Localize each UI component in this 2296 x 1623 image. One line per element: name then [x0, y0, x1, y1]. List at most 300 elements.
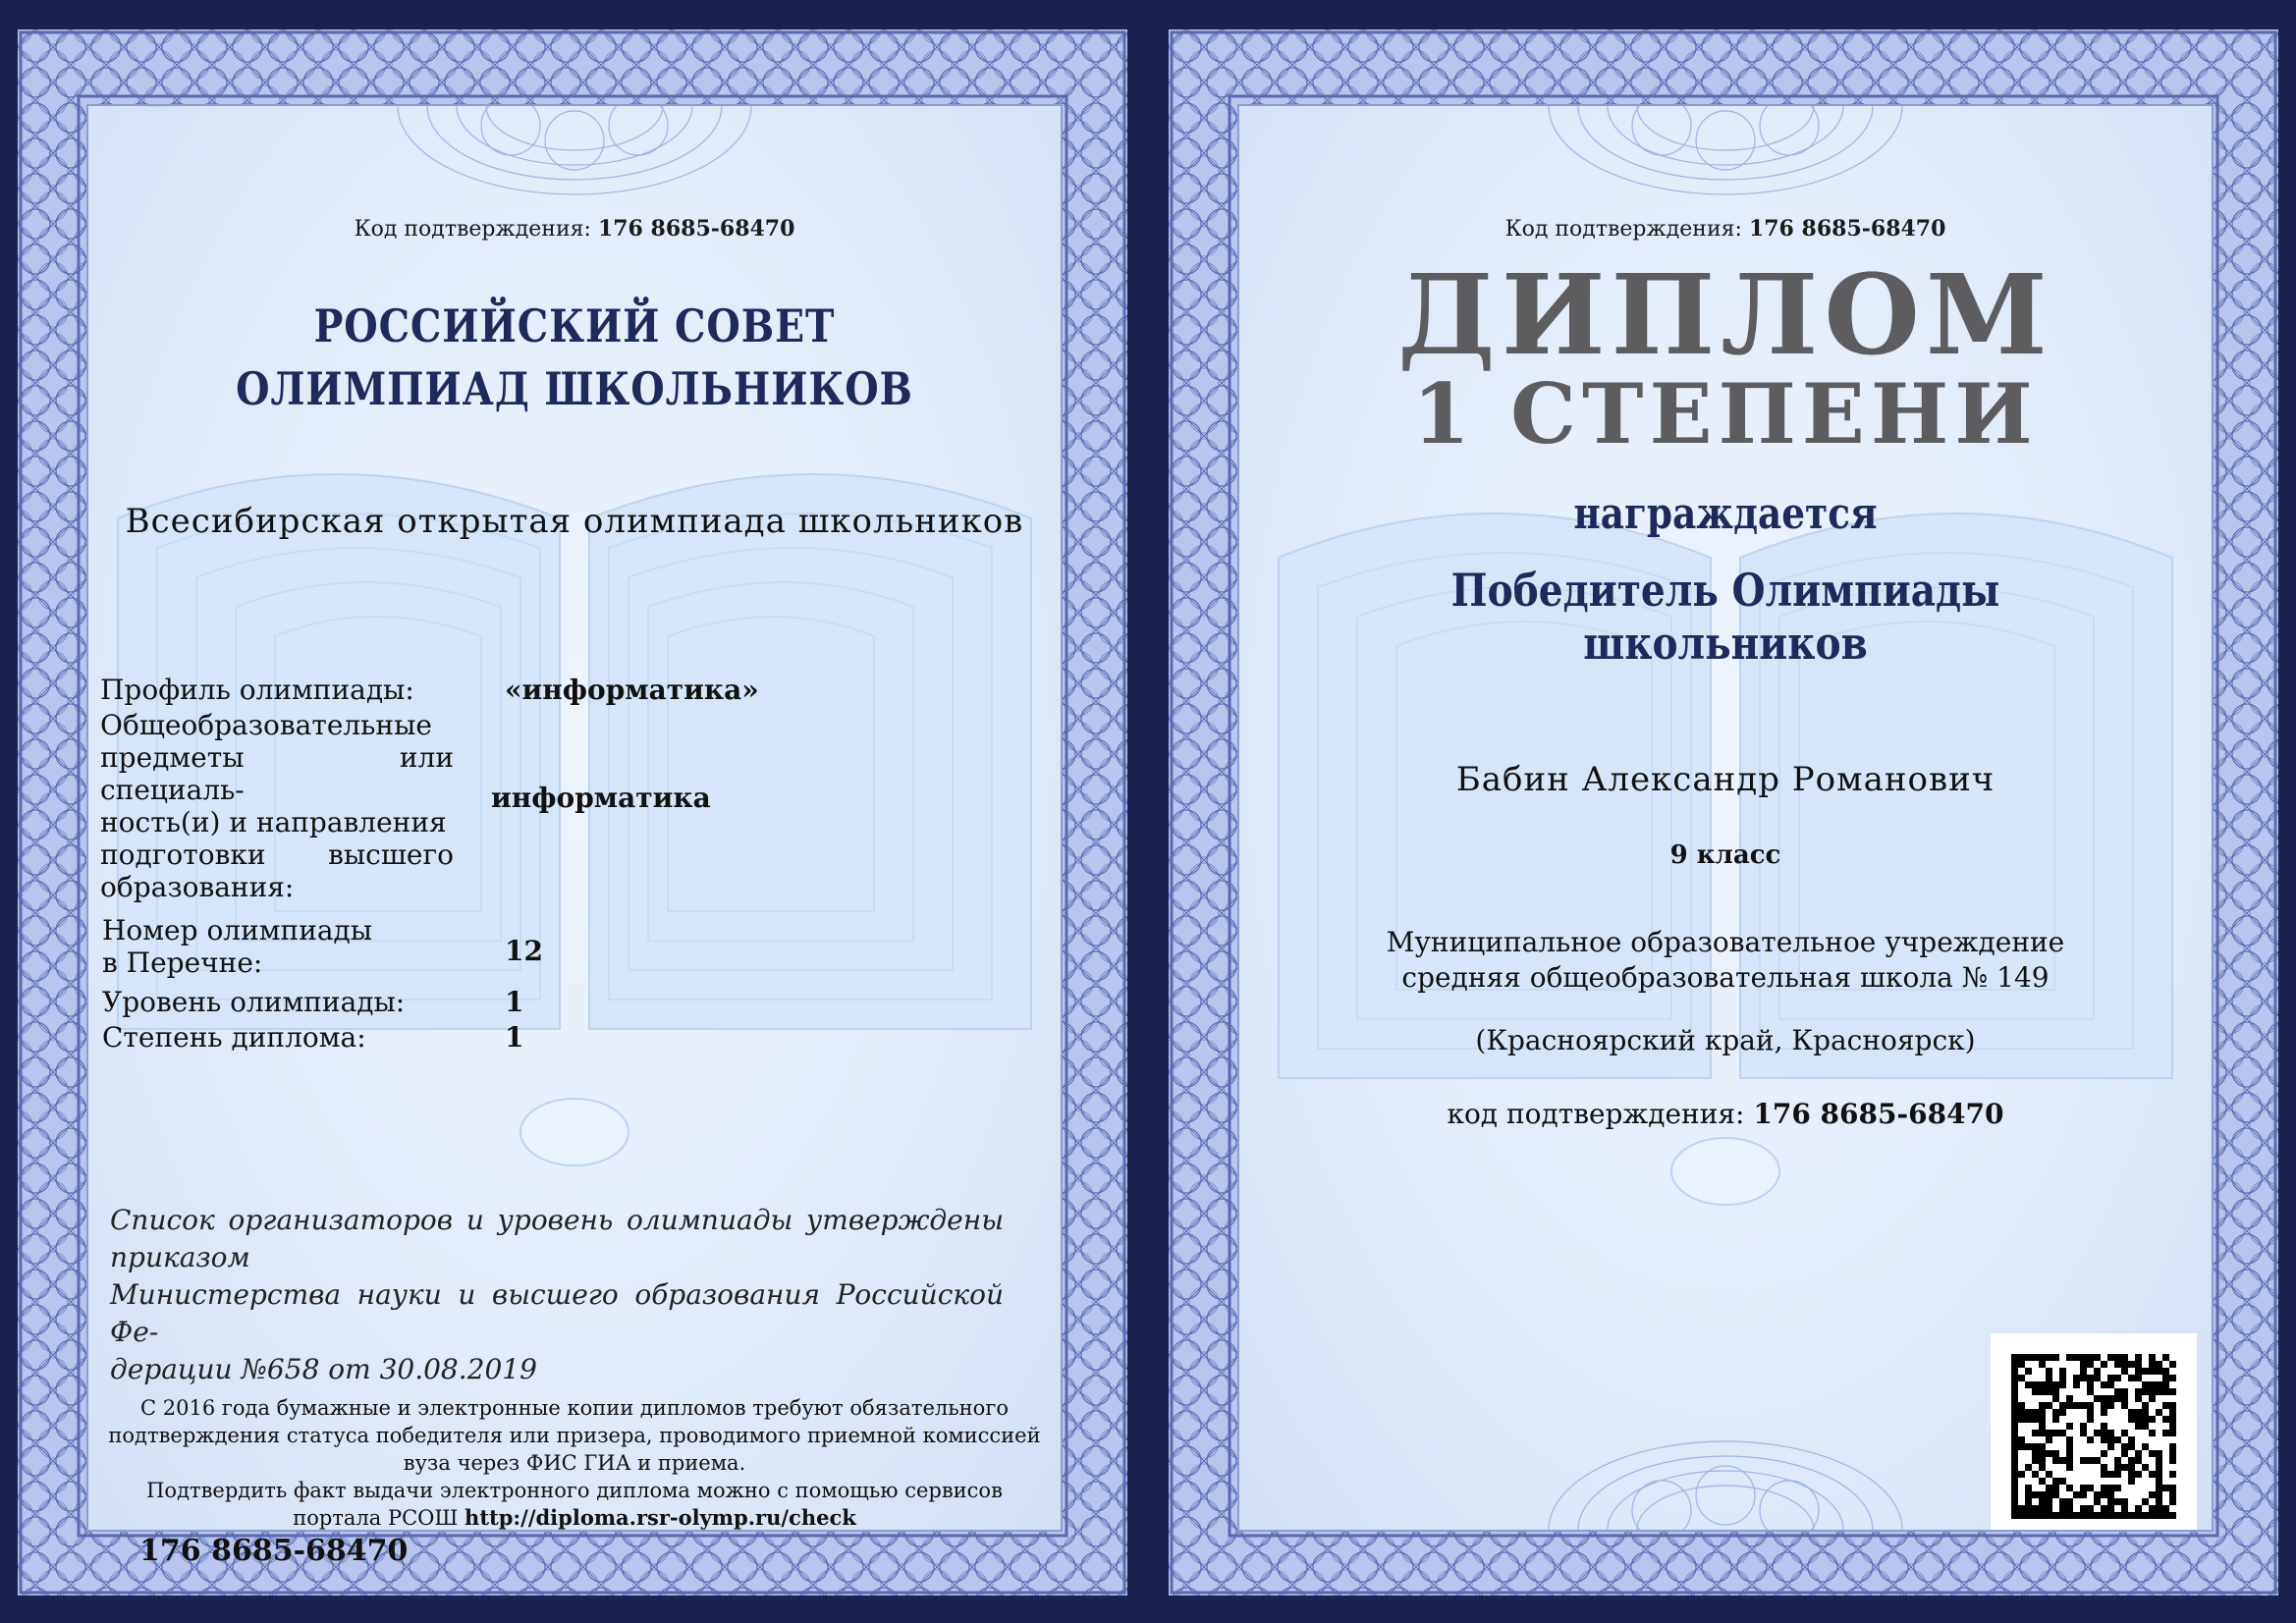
qr-module: [2135, 1457, 2142, 1464]
qr-module: [2149, 1381, 2156, 1388]
qr-module: [2169, 1450, 2176, 1457]
qr-module: [2162, 1416, 2169, 1423]
school-line: средняя общеобразовательная школа № 149: [1401, 961, 2050, 994]
qr-module: [2025, 1491, 2032, 1498]
qr-module: [2121, 1354, 2128, 1361]
qr-module: [2059, 1409, 2066, 1416]
qr-module: [2135, 1409, 2142, 1416]
qr-module: [2162, 1402, 2169, 1409]
qr-module: [2101, 1395, 2107, 1402]
profile-value: «информатика»: [505, 674, 759, 706]
qr-module: [2066, 1485, 2073, 1491]
council-title-line1: РОССИЙСКИЙ СОВЕТ: [313, 299, 836, 352]
qr-module: [2121, 1361, 2128, 1368]
qr-module: [2073, 1354, 2080, 1361]
qr-module: [2059, 1381, 2066, 1388]
qr-module: [2107, 1491, 2114, 1498]
qr-module: [2156, 1464, 2162, 1471]
qr-module: [2169, 1457, 2176, 1464]
qr-module: [2156, 1381, 2162, 1388]
qr-module: [2018, 1443, 2025, 1450]
qr-module: [2114, 1457, 2121, 1464]
qr-module: [2025, 1512, 2032, 1519]
qr-module: [2066, 1423, 2073, 1430]
qr-module: [2080, 1457, 2087, 1464]
qr-module: [2032, 1471, 2039, 1478]
council-title: [156, 295, 992, 420]
qr-module: [2039, 1354, 2046, 1361]
qr-module: [2156, 1368, 2162, 1375]
qr-module: [2052, 1491, 2059, 1498]
qr-module: [2066, 1443, 2073, 1450]
qr-module: [2011, 1505, 2018, 1512]
qr-module: [2149, 1505, 2156, 1512]
qr-module: [2114, 1361, 2121, 1368]
qr-module: [2039, 1498, 2046, 1505]
qr-module: [2128, 1409, 2135, 1416]
qr-module: [2094, 1430, 2101, 1436]
qr-module: [2046, 1368, 2052, 1375]
qr-module: [2087, 1388, 2094, 1395]
qr-module: [2087, 1416, 2094, 1423]
confirmation-code-value: 176 8685-68470: [597, 216, 795, 242]
qr-module: [2162, 1485, 2169, 1491]
qr-module: [2052, 1388, 2059, 1395]
winner-title: Победитель Олимпиады школьников: [1450, 564, 2000, 670]
qr-module: [2018, 1402, 2025, 1409]
qr-module: [2046, 1402, 2052, 1409]
info-note-line: С 2016 года бумажные и электронные копии дипломов требуют обязательного: [140, 1396, 1009, 1420]
qr-module: [2162, 1388, 2169, 1395]
qr-module: [2039, 1430, 2046, 1436]
qr-module: [2107, 1485, 2114, 1491]
qr-module: [2039, 1402, 2046, 1409]
qr-module: [2080, 1361, 2087, 1368]
qr-module: [2156, 1409, 2162, 1416]
qr-module: [2052, 1395, 2059, 1402]
school-name: [1239, 925, 2212, 996]
qr-module: [2142, 1423, 2149, 1430]
qr-module: [2101, 1423, 2107, 1430]
qr-module: [2169, 1402, 2176, 1409]
qr-module: [2066, 1498, 2073, 1505]
degree-value: 1: [505, 1021, 524, 1054]
qr-module: [2032, 1416, 2039, 1423]
qr-module: [2032, 1409, 2039, 1416]
qr-module: [2080, 1512, 2087, 1519]
qr-module: [2046, 1430, 2052, 1436]
qr-module: [2169, 1423, 2176, 1430]
qr-module: [2011, 1368, 2018, 1375]
qr-module: [2080, 1368, 2087, 1375]
qr-module: [2156, 1485, 2162, 1491]
qr-module: [2128, 1361, 2135, 1368]
qr-module: [2080, 1375, 2087, 1381]
qr-module: [2018, 1354, 2025, 1361]
qr-module: [2087, 1505, 2094, 1512]
qr-module: [2169, 1498, 2176, 1505]
qr-module: [2039, 1505, 2046, 1512]
qr-module: [2059, 1368, 2066, 1375]
qr-module: [2142, 1498, 2149, 1505]
qr-module: [2114, 1498, 2121, 1505]
qr-module: [2169, 1409, 2176, 1416]
qr-module: [2156, 1450, 2162, 1457]
confirm-label: код подтверждения:: [1447, 1098, 1745, 1130]
qr-module: [2025, 1464, 2032, 1471]
qr-module: [2059, 1430, 2066, 1436]
qr-module: [2149, 1491, 2156, 1498]
qr-module: [2025, 1381, 2032, 1388]
number-label-line: в Перечне:: [102, 947, 263, 979]
qr-module: [2080, 1430, 2087, 1436]
qr-module: [2039, 1381, 2046, 1388]
qr-module: [2039, 1443, 2046, 1450]
qr-module: [2046, 1381, 2052, 1388]
qr-module: [2169, 1388, 2176, 1395]
grade: 9 класс: [1669, 840, 1781, 870]
info-note: [88, 1394, 1061, 1532]
order-note-line: дерации №658 от 30.08.2019: [110, 1353, 537, 1385]
qr-module: [2101, 1505, 2107, 1512]
order-note-line: Министерства науки и высшего образования Российской Фе-: [110, 1278, 1004, 1348]
qr-module: [2121, 1450, 2128, 1457]
qr-module: [2059, 1457, 2066, 1464]
qr-module: [2087, 1354, 2094, 1361]
qr-module: [2066, 1436, 2073, 1443]
qr-module: [2018, 1375, 2025, 1381]
qr-module: [2011, 1354, 2018, 1361]
qr-module: [2087, 1485, 2094, 1491]
qr-module: [2114, 1471, 2121, 1478]
paper-area: [86, 104, 1063, 1532]
qr-module: [2032, 1430, 2039, 1436]
qr-module: [2059, 1375, 2066, 1381]
qr-module: [2032, 1491, 2039, 1498]
qr-module: [2018, 1512, 2025, 1519]
number-label: [102, 914, 456, 979]
qr-module: [2032, 1450, 2039, 1457]
qr-module: [2142, 1512, 2149, 1519]
qr-module: [2032, 1443, 2039, 1450]
qr-module: [2135, 1512, 2142, 1519]
qr-module: [2135, 1416, 2142, 1423]
school-region: (Красноярский край, Красноярск): [1475, 1024, 1976, 1056]
qr-module: [2156, 1498, 2162, 1505]
qr-module: [2052, 1381, 2059, 1388]
subjects-label-line: Общеобразовательные: [100, 709, 432, 741]
qr-module: [2032, 1457, 2039, 1464]
qr-module: [2128, 1464, 2135, 1471]
school-line: Муниципальное образовательное учреждение: [1386, 926, 2065, 958]
qr-module: [2039, 1450, 2046, 1457]
qr-module: [2018, 1409, 2025, 1416]
qr-module: [2011, 1375, 2018, 1381]
qr-module: [2094, 1395, 2101, 1402]
qr-module: [2121, 1512, 2128, 1519]
qr-code-icon: [1991, 1333, 2197, 1532]
order-note-line: приказом: [110, 1241, 250, 1273]
qr-module: [2025, 1354, 2032, 1361]
qr-module: [2149, 1512, 2156, 1519]
qr-module: [2011, 1416, 2018, 1423]
qr-module: [2156, 1505, 2162, 1512]
qr-module: [2156, 1471, 2162, 1478]
qr-module: [2156, 1388, 2162, 1395]
qr-module: [2121, 1395, 2128, 1402]
qr-module: [2046, 1388, 2052, 1395]
qr-module: [2039, 1388, 2046, 1395]
qr-module: [2149, 1471, 2156, 1478]
qr-module: [2121, 1498, 2128, 1505]
rosette-ornament: [398, 106, 751, 194]
qr-module: [2135, 1388, 2142, 1395]
qr-module: [2011, 1491, 2018, 1498]
qr-module: [2142, 1368, 2149, 1375]
qr-module: [2080, 1402, 2087, 1409]
qr-module: [2169, 1471, 2176, 1478]
qr-module: [2066, 1505, 2073, 1512]
qr-module: [2011, 1450, 2018, 1457]
qr-module: [2087, 1512, 2094, 1519]
qr-module: [2080, 1485, 2087, 1491]
qr-module: [2032, 1505, 2039, 1512]
qr-module: [2046, 1505, 2052, 1512]
qr-module: [2135, 1450, 2142, 1457]
qr-module: [2135, 1471, 2142, 1478]
qr-module: [2011, 1443, 2018, 1450]
qr-module: [2101, 1491, 2107, 1498]
qr-module: [2011, 1464, 2018, 1471]
qr-module: [2162, 1505, 2169, 1512]
qr-module: [2052, 1450, 2059, 1457]
qr-module: [2073, 1375, 2080, 1381]
qr-module: [2018, 1471, 2025, 1478]
diplom-title: ДИПЛОМ: [1397, 251, 2053, 380]
qr-module: [2162, 1375, 2169, 1381]
subjects-label: [100, 709, 454, 903]
order-note: [110, 1202, 1004, 1388]
qr-module: [2066, 1450, 2073, 1457]
qr-module: [2128, 1471, 2135, 1478]
confirm-line: [1239, 1098, 2212, 1130]
qr-module: [2059, 1498, 2066, 1505]
qr-module: [2156, 1457, 2162, 1464]
qr-module: [2039, 1457, 2046, 1464]
right-diploma-page: [1169, 29, 2278, 1596]
qr-module: [2169, 1485, 2176, 1491]
qr-module: [2087, 1375, 2094, 1381]
qr-module: [2107, 1430, 2114, 1436]
qr-module: [2039, 1478, 2046, 1485]
qr-module: [2052, 1416, 2059, 1423]
qr-module: [2149, 1354, 2156, 1361]
qr-module: [2011, 1409, 2018, 1416]
confirmation-code-header: [1239, 216, 2212, 242]
qr-module: [2025, 1416, 2032, 1423]
qr-module: [2107, 1436, 2114, 1443]
qr-module: [2066, 1512, 2073, 1519]
qr-module: [2156, 1491, 2162, 1498]
qr-module: [2149, 1450, 2156, 1457]
subjects-value: информатика: [491, 782, 711, 814]
qr-module: [2011, 1361, 2018, 1368]
qr-module: [2162, 1381, 2169, 1388]
qr-module: [2052, 1457, 2059, 1464]
qr-module: [2142, 1416, 2149, 1423]
qr-module: [2169, 1361, 2176, 1368]
qr-module: [2087, 1457, 2094, 1464]
qr-module: [2011, 1395, 2018, 1402]
qr-module: [2135, 1505, 2142, 1512]
qr-module: [2107, 1471, 2114, 1478]
left-diploma-page: [18, 29, 1127, 1596]
qr-module: [2149, 1388, 2156, 1395]
awarded-text: награждается: [1573, 489, 1878, 539]
qr-module: [2149, 1430, 2156, 1436]
qr-module: [2142, 1388, 2149, 1395]
qr-module: [2046, 1498, 2052, 1505]
qr-module: [2025, 1485, 2032, 1491]
qr-module: [2156, 1361, 2162, 1368]
qr-module: [2080, 1505, 2087, 1512]
qr-module: [2087, 1409, 2094, 1416]
qr-module: [2114, 1354, 2121, 1361]
qr-module: [2046, 1450, 2052, 1457]
qr-module: [2162, 1354, 2169, 1361]
qr-module: [2059, 1505, 2066, 1512]
qr-module: [2087, 1402, 2094, 1409]
qr-module: [2073, 1381, 2080, 1388]
qr-module: [2135, 1395, 2142, 1402]
qr-module: [2169, 1491, 2176, 1498]
qr-module: [2107, 1512, 2114, 1519]
qr-module: [2046, 1485, 2052, 1491]
qr-module: [2128, 1436, 2135, 1443]
qr-module: [2011, 1402, 2018, 1409]
qr-module: [2094, 1375, 2101, 1381]
qr-module: [2128, 1375, 2135, 1381]
info-note-line: вуза через ФИС ГИА и приема.: [403, 1451, 746, 1475]
qr-module: [2121, 1402, 2128, 1409]
qr-module: [2149, 1368, 2156, 1375]
subjects-label-line: ность(и) и направления: [100, 806, 447, 839]
qr-module: [2046, 1375, 2052, 1381]
qr-module: [2128, 1478, 2135, 1485]
qr-module: [2011, 1512, 2018, 1519]
paper-area: [1237, 104, 2214, 1532]
qr-module: [2052, 1409, 2059, 1416]
qr-module: [2018, 1436, 2025, 1443]
qr-module: [2052, 1430, 2059, 1436]
qr-module: [2114, 1436, 2121, 1443]
qr-module: [2128, 1416, 2135, 1423]
portal-prefix: портала РСОШ: [293, 1506, 459, 1530]
qr-module: [2135, 1361, 2142, 1368]
qr-module: [2121, 1443, 2128, 1450]
level-label: Уровень олимпиады:: [102, 986, 406, 1018]
qr-module: [2121, 1388, 2128, 1395]
council-title-line2: ОЛИМПИАД ШКОЛЬНИКОВ: [236, 362, 913, 415]
qr-module: [2142, 1409, 2149, 1416]
qr-module: [2121, 1368, 2128, 1375]
qr-module: [2128, 1457, 2135, 1464]
qr-module: [2101, 1361, 2107, 1368]
qr-module: [2011, 1471, 2018, 1478]
qr-module: [2066, 1457, 2073, 1464]
order-note-line: Список организаторов и уровень олимпиады утверждены: [110, 1204, 1004, 1236]
qr-module: [2114, 1512, 2121, 1519]
confirmation-code-value: 176 8685-68470: [1748, 216, 1946, 242]
qr-module: [2059, 1512, 2066, 1519]
qr-module: [2107, 1498, 2114, 1505]
qr-module: [2128, 1512, 2135, 1519]
qr-module: [2142, 1464, 2149, 1471]
qr-module: [2011, 1430, 2018, 1436]
subjects-label-line: подготовки высшего: [100, 839, 454, 871]
qr-module: [2018, 1361, 2025, 1368]
qr-module: [2107, 1395, 2114, 1402]
qr-module: [2032, 1381, 2039, 1388]
qr-module: [2101, 1402, 2107, 1409]
qr-module: [2128, 1443, 2135, 1450]
qr-module: [2039, 1423, 2046, 1430]
qr-module: [2046, 1471, 2052, 1478]
qr-module: [2087, 1361, 2094, 1368]
qr-module: [2046, 1512, 2052, 1519]
qr-module: [2162, 1368, 2169, 1375]
qr-module: [2169, 1416, 2176, 1423]
qr-module: [2101, 1485, 2107, 1491]
number-value: 12: [505, 935, 543, 967]
qr-module: [2107, 1505, 2114, 1512]
qr-module: [2169, 1375, 2176, 1381]
bottom-code: 176 8685-68470: [139, 1534, 409, 1568]
qr-module: [2135, 1375, 2142, 1381]
olympiad-name: Всесибирская открытая олимпиада школьников: [125, 502, 1024, 541]
qr-module: [2039, 1361, 2046, 1368]
qr-module: [2162, 1430, 2169, 1436]
qr-module: [2101, 1450, 2107, 1457]
qr-module: [2101, 1464, 2107, 1471]
qr-module: [2087, 1436, 2094, 1443]
qr-module: [2114, 1464, 2121, 1471]
qr-module: [2039, 1491, 2046, 1498]
qr-module: [2011, 1436, 2018, 1443]
qr-module: [2039, 1416, 2046, 1423]
qr-module: [2101, 1436, 2107, 1443]
qr-module: [2052, 1485, 2059, 1491]
info-note-line: подтверждения статуса победителя или призера, проводимого приемной комиссией: [108, 1424, 1041, 1447]
qr-module: [2073, 1491, 2080, 1498]
portal-link[interactable]: http://diploma.rsr-olymp.ru/check: [465, 1505, 856, 1530]
level-value: 1: [505, 986, 524, 1018]
qr-module: [2107, 1354, 2114, 1361]
qr-module: [2107, 1375, 2114, 1381]
qr-module: [2142, 1381, 2149, 1388]
degree-label: Степень диплома:: [102, 1021, 366, 1054]
qr-module: [2011, 1457, 2018, 1464]
qr-module: [2114, 1388, 2121, 1395]
qr-module: [2046, 1436, 2052, 1443]
qr-module: [2149, 1395, 2156, 1402]
qr-module: [2032, 1512, 2039, 1519]
qr-module: [2107, 1381, 2114, 1388]
qr-module: [2011, 1423, 2018, 1430]
qr-module: [2080, 1354, 2087, 1361]
qr-module: [2169, 1443, 2176, 1450]
subjects-label-line: образования:: [100, 871, 295, 903]
